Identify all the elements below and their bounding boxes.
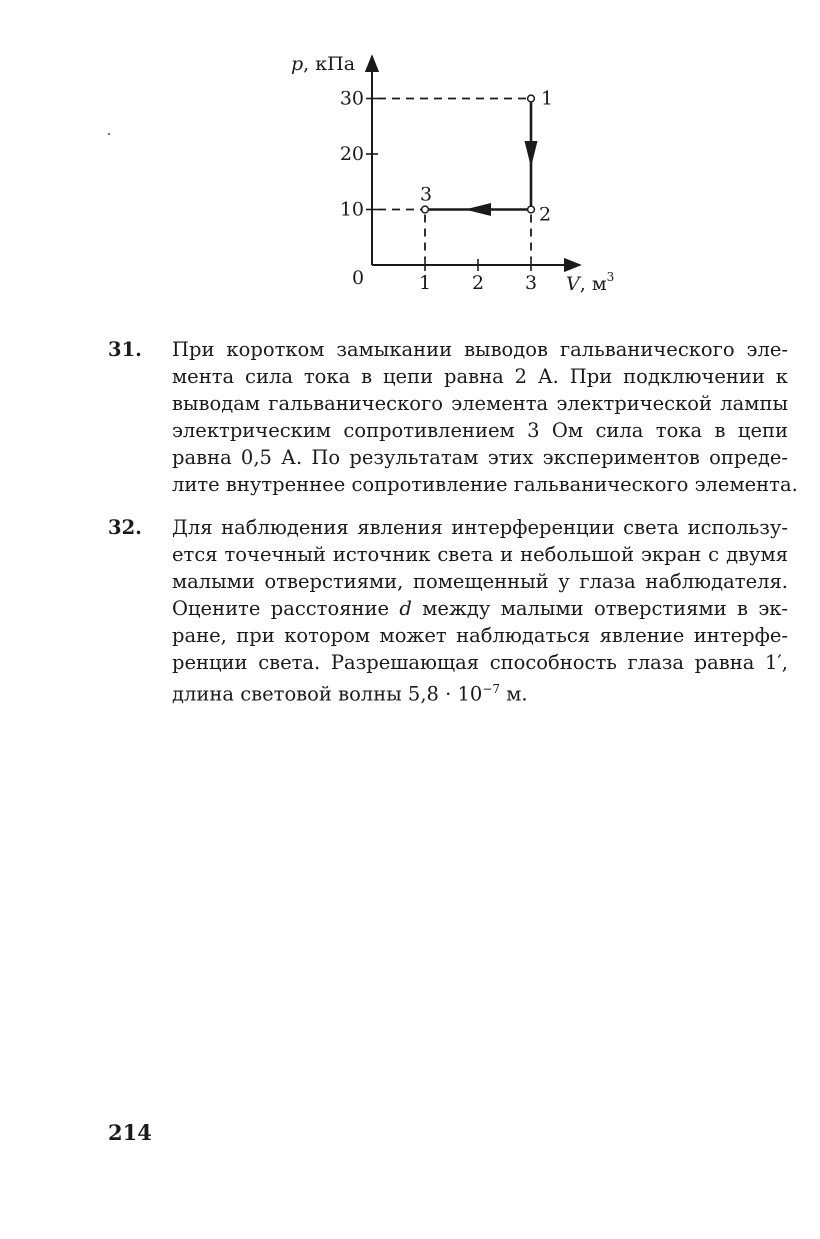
text-line xyxy=(172,676,788,708)
problem-text xyxy=(172,336,798,498)
y-tick-label: 20 xyxy=(339,143,364,165)
origin-label: 0 xyxy=(352,267,365,289)
process-path xyxy=(429,103,538,217)
text-line: выводам гальванического элемента электрической лампы xyxy=(172,392,788,415)
x-tick-label: 3 xyxy=(524,272,538,294)
state-point-label: 3 xyxy=(420,183,433,206)
x-axis-exp: 3 xyxy=(606,270,615,284)
text-line: равна 0,5 А. По результатам этих экспериментов опреде- xyxy=(172,446,788,469)
x-tick-label: 1 xyxy=(418,272,432,294)
state-point xyxy=(528,206,535,213)
problem-32 xyxy=(108,514,788,708)
text-line: лите внутреннее сопротивление гальванического элемента. xyxy=(172,473,798,496)
y-axis-unit: , кПа xyxy=(303,53,356,75)
state-point xyxy=(528,95,535,102)
state-point xyxy=(422,206,429,213)
text-line: Для наблюдения явления интерференции света использу- xyxy=(172,516,788,539)
text-line: ется точечный источник света и небольшой экран с двумя xyxy=(172,543,788,566)
text-line: электрическим сопротивлением 3 Ом сила тока в цепи xyxy=(172,419,788,442)
print-speck xyxy=(108,133,110,135)
problem-text xyxy=(172,514,788,708)
text-fragment: м. xyxy=(500,682,528,706)
process-arrow xyxy=(525,141,538,167)
x-axis-var: V xyxy=(566,273,580,295)
problem-number: 31. xyxy=(108,338,142,361)
exponent: −7 xyxy=(482,682,501,696)
text-line: мента сила тока в цепи равна 2 А. При подключении к xyxy=(172,365,788,388)
y-tick-label: 10 xyxy=(339,198,364,221)
guide-lines xyxy=(378,99,531,260)
text-fragment: Оцените расстояние xyxy=(172,597,390,620)
problem-31 xyxy=(108,336,798,498)
x-tick-label: 2 xyxy=(471,272,485,294)
text-fragment: между малыми отверстиями в эк- xyxy=(422,597,789,620)
state-point-label: 2 xyxy=(539,203,552,226)
problem-number: 32. xyxy=(108,516,142,539)
x-axis-unit: , м xyxy=(579,273,607,295)
text-line: малыми отверстиями, помещенный у глаза наблюдателя. xyxy=(172,570,788,593)
variable-d: d xyxy=(399,597,412,620)
y-tick-label: 30 xyxy=(339,87,364,110)
text-line: ренции света. Разрешающая способность глаза равна 1′, xyxy=(172,651,788,674)
text-line: При коротком замыкании выводов гальванического эле- xyxy=(172,338,788,361)
text-fragment: длина световой волны 5,8 · 10 xyxy=(172,682,483,706)
x-axis-label xyxy=(566,270,614,295)
text-line xyxy=(172,595,788,622)
y-axis-label xyxy=(291,53,355,75)
pv-diagram xyxy=(0,0,820,310)
state-point-label: 1 xyxy=(541,87,554,110)
y-axis-var: p xyxy=(291,53,304,75)
process-arrow xyxy=(465,203,491,216)
page-number: 214 xyxy=(108,1120,152,1145)
text-line: ране, при котором может наблюдаться явление интерфе- xyxy=(172,624,788,647)
